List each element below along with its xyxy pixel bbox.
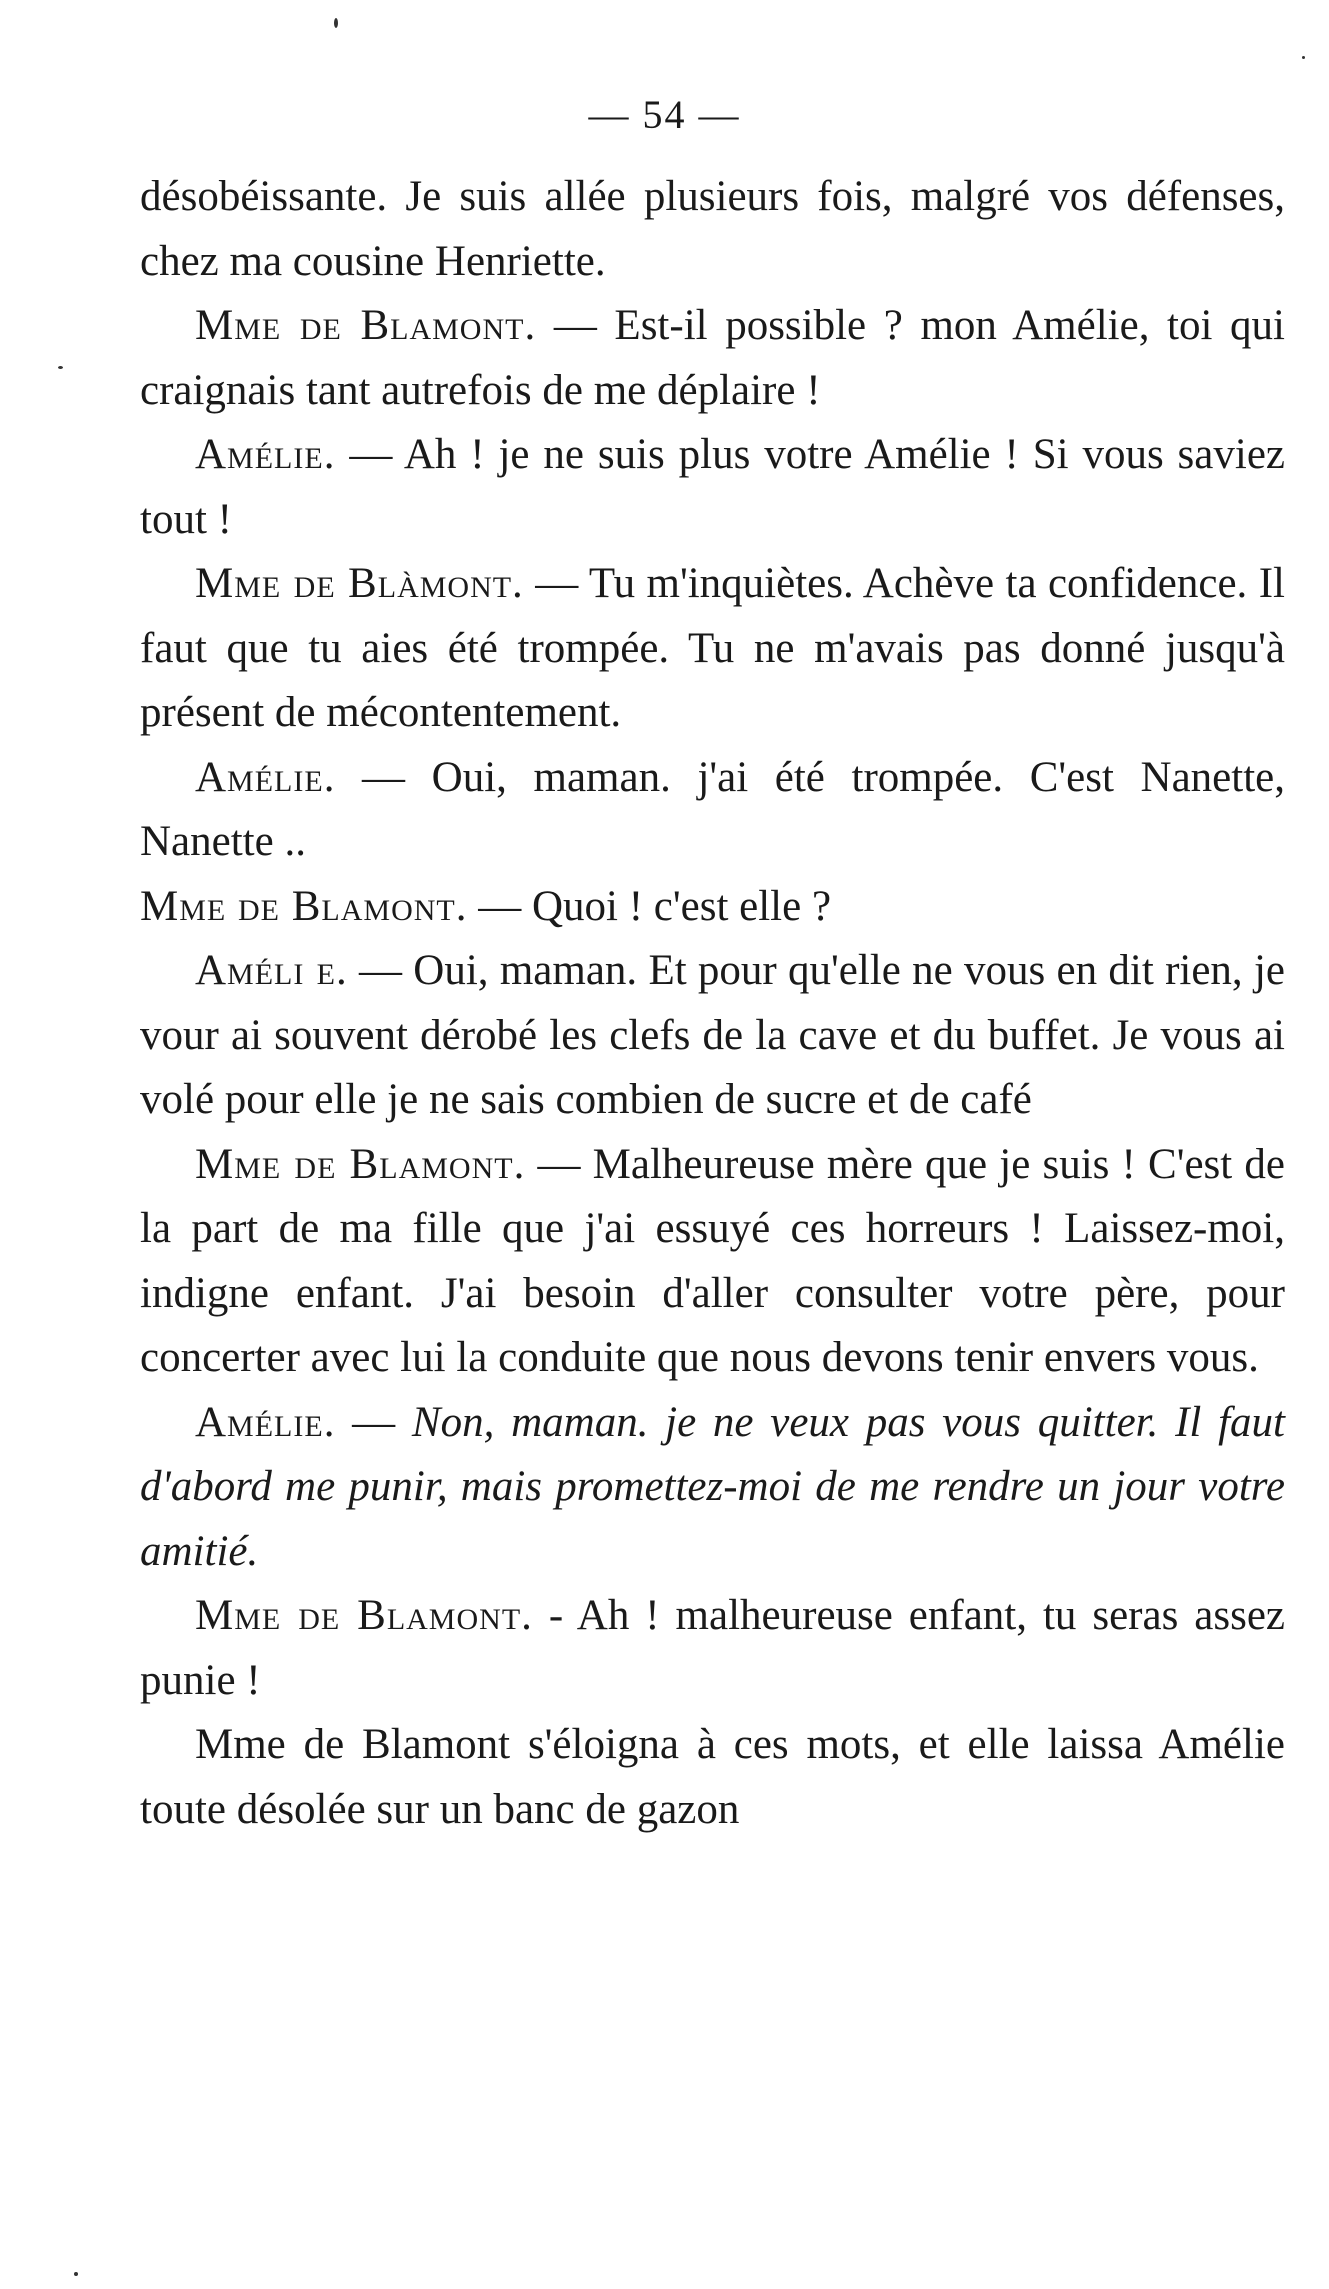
paragraph-11	[140, 1713, 1285, 1842]
paragraph-text: — Oui, maman. Et pour qu'elle ne vous en dit rien, je vour ai souvent dérobé les clefs de la cave et du buffet. Je vous ai volé pour elle je ne sais combien de sucre et de café	[140, 947, 1285, 1123]
page-number: — 54 —	[588, 92, 741, 137]
paragraph-4	[140, 552, 1285, 746]
print-speck	[58, 366, 63, 369]
paragraph-6	[140, 875, 1285, 940]
speaker-name: Amélie.	[195, 1398, 336, 1446]
print-speck	[334, 18, 338, 28]
paragraph-text: désobéissante. Je suis allée plusieurs fois, malgré vos défenses, chez ma cousine Henriette.	[140, 173, 1285, 285]
print-speck	[1302, 56, 1305, 59]
speaker-name: Mme de Blamont.	[195, 302, 537, 349]
paragraph-8	[140, 1133, 1285, 1391]
paragraph-9	[140, 1391, 1285, 1585]
paragraph-3	[140, 423, 1285, 552]
paragraph-text: — Malheureuse mère que je suis ! C'est de la part de ma fille que j'ai essuyé ces horreurs ! Laissez-moi, indigne enfant. J'ai besoin d'aller consulter votre père, pour concerter avec lui la conduite que nous devons tenir envers vous.	[140, 1140, 1285, 1381]
body-text	[140, 165, 1285, 1842]
paragraph-text: — Ah ! je ne suis plus votre Amélie ! Si vous saviez tout !	[140, 431, 1285, 543]
speaker-name: Mme de Blamont.	[195, 1592, 533, 1639]
speaker-name: Mme de Blamont.	[140, 882, 468, 930]
paragraph-text: — Tu m'inquiètes. Achève ta confidence. Il faut que tu aies été trompée. Tu ne m'avais pas donné jusqu'à présent de mécontentement.	[140, 560, 1285, 736]
speaker-name: Mme de Blàmont.	[195, 560, 524, 607]
speaker-name: Amélie.	[195, 753, 336, 801]
paragraph-text: —	[335, 1398, 412, 1446]
paragraph-2	[140, 294, 1285, 423]
paragraph-10	[140, 1584, 1285, 1713]
speaker-name: Mme de Blamont.	[195, 1140, 526, 1188]
speaker-name: Améli e.	[195, 947, 348, 994]
paragraph-text: Mme de Blamont s'éloigna à ces mots, et elle laissa Amélie toute désolée sur un banc de gazon	[140, 1721, 1285, 1833]
paragraph-5	[140, 746, 1285, 875]
italic-text: Non, maman. je ne veux pas vous quitter. Il faut d'abord me punir, mais promettez-moi de me rendre un jour votre amitié.	[140, 1398, 1285, 1575]
paragraph-text: - Ah ! malheureuse enfant, tu seras assez punie !	[140, 1592, 1285, 1704]
print-speck	[74, 2272, 78, 2276]
paragraph-text: — Oui, maman. j'ai été trompée. C'est Nanette, Nanette ..	[140, 753, 1285, 865]
paragraph-text: — Quoi ! c'est elle ?	[467, 882, 832, 930]
paragraph-1	[140, 165, 1285, 294]
paragraph-text: — Est-il possible ? mon Amélie, toi qui craignais tant autrefois de me déplaire !	[140, 302, 1285, 414]
speaker-name: Amélie.	[195, 431, 336, 478]
paragraph-7	[140, 939, 1285, 1133]
